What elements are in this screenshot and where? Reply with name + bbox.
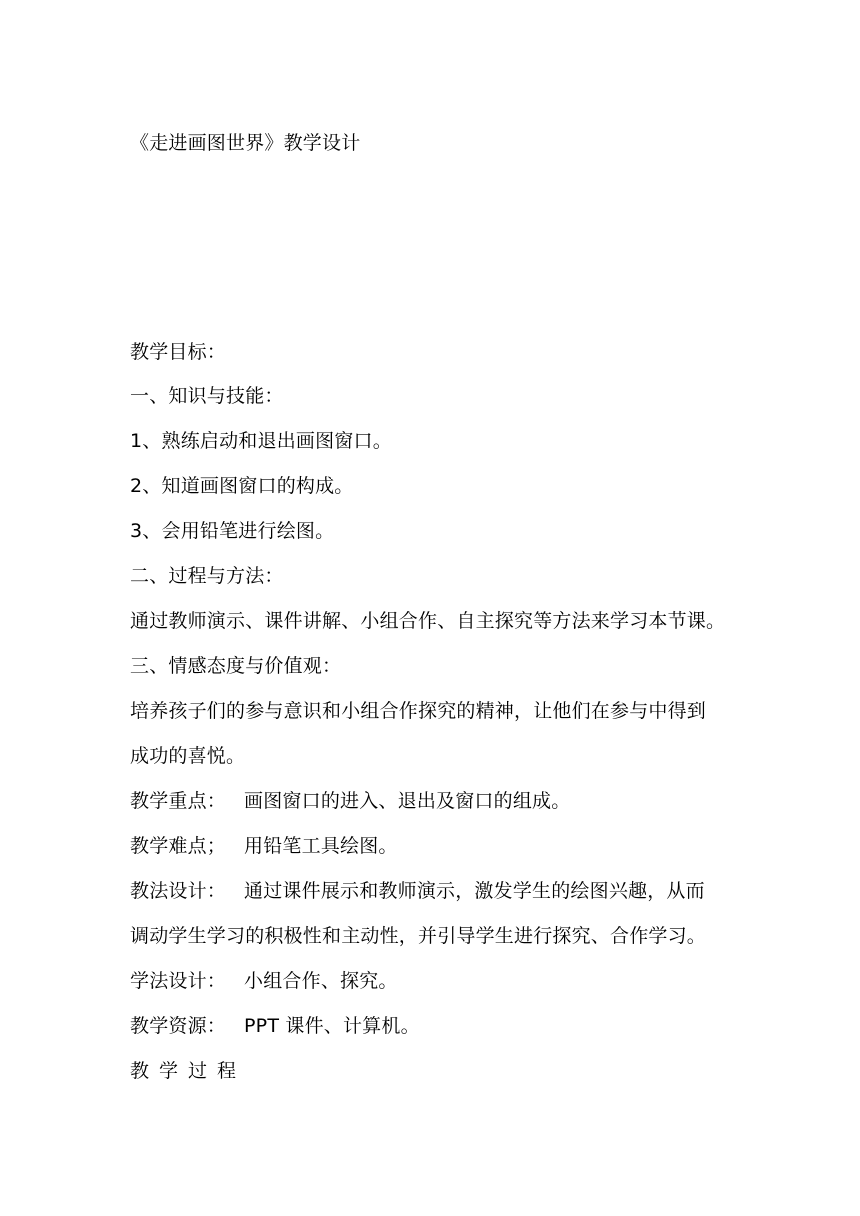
method-label: 教法设计： [130, 880, 227, 902]
resources-label: 教学资源： [130, 1015, 227, 1037]
emotion-text-line-1: 培养孩子们的参与意识和小组合作探究的精神，让他们在参与中得到 [130, 700, 707, 722]
difficulty-row [130, 834, 398, 858]
emotion-text-line-2: 成功的喜悦。 [130, 745, 246, 767]
document-title: 《走进画图世界》教学设计 [130, 132, 361, 154]
difficulty-value: 用铅笔工具绘图。 [244, 835, 398, 857]
resources-row [130, 1014, 420, 1038]
key-point-row [130, 789, 570, 813]
knowledge-heading: 一、知识与技能： [130, 385, 284, 407]
teaching-process-heading: 教学过程 [130, 1060, 247, 1082]
knowledge-item-3: 3、会用铅笔进行绘图。 [130, 520, 335, 542]
process-heading: 二、过程与方法： [130, 565, 284, 587]
key-point-label: 教学重点： [130, 790, 227, 812]
process-text: 通过教师演示、课件讲解、小组合作、自主探究等方法来学习本节课。 [130, 610, 726, 632]
emotion-heading: 三、情感态度与价值观： [130, 655, 342, 677]
learning-row [130, 969, 398, 993]
difficulty-label: 教学难点； [130, 835, 227, 857]
method-value-line-1: 通过课件展示和教师演示，激发学生的绘图兴趣，从而 [244, 880, 705, 902]
learning-label: 学法设计： [130, 970, 227, 992]
goals-heading: 教学目标： [130, 341, 227, 363]
learning-value: 小组合作、探究。 [244, 970, 398, 992]
knowledge-item-1: 1、熟练启动和退出画图窗口。 [130, 430, 392, 452]
method-row [130, 879, 705, 903]
method-value-line-2: 调动学生学习的积极性和主动性，并引导学生进行探究、合作学习。 [130, 925, 707, 947]
knowledge-item-2: 2、知道画图窗口的构成。 [130, 475, 354, 497]
key-point-value: 画图窗口的进入、退出及窗口的组成。 [244, 790, 571, 812]
resources-value: PPT 课件、计算机。 [244, 1015, 420, 1037]
